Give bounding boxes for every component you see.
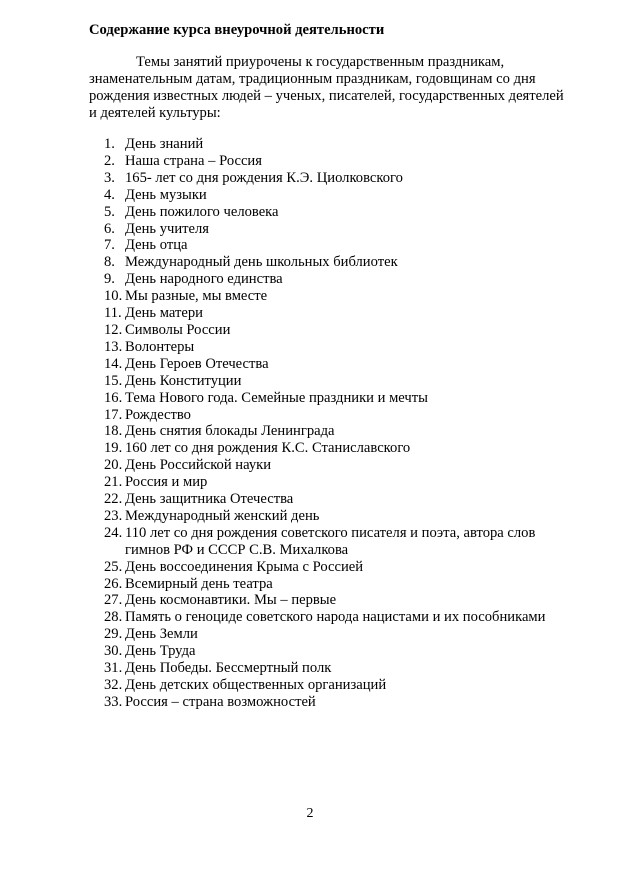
topic-text-line: День снятия блокады Ленинграда (125, 423, 335, 440)
topic-number: 9. (104, 271, 115, 288)
topic-item (89, 576, 545, 593)
topic-item (89, 237, 545, 254)
topic-number: 3. (104, 169, 115, 186)
topic-item (89, 407, 545, 424)
topic-number: 11. (104, 305, 122, 322)
topic-text (125, 373, 241, 390)
topic-item (89, 677, 545, 694)
topic-text-line: День учителя (125, 220, 210, 237)
topic-number: 27. (104, 592, 123, 609)
topic-number: 20. (104, 457, 123, 474)
topic-number: 12. (104, 321, 123, 338)
topic-text-line: Память о геноциде советского народа нацистами и их пособниками (125, 609, 546, 626)
topic-text-line: День музыки (125, 186, 207, 203)
topic-number: 10. (104, 288, 123, 305)
topic-text (125, 474, 207, 491)
topic-item (89, 221, 545, 238)
topic-text-line: Мы разные, мы вместе (125, 288, 268, 305)
topic-number: 18. (104, 423, 123, 440)
topic-text (125, 322, 230, 339)
topic-number: 1. (104, 136, 115, 152)
topic-item (89, 491, 545, 508)
topic-text-line: День Труда (125, 643, 196, 660)
topic-item (89, 660, 545, 677)
topic-text-line: Международный день школьных библиотек (125, 254, 398, 271)
topic-text (125, 356, 269, 373)
topic-item (89, 559, 545, 576)
topic-number: 15. (104, 372, 123, 389)
topic-item (89, 305, 545, 322)
topic-text (125, 423, 335, 440)
topic-number: 7. (104, 237, 115, 254)
topic-number: 32. (104, 677, 123, 693)
topic-text-line: День знаний (125, 136, 204, 152)
intro-line: Темы занятий приурочены к государственным праздникам, (136, 54, 505, 70)
topic-number: 6. (104, 220, 115, 237)
topic-item (89, 373, 545, 390)
topic-text-line: Наша страна – Россия (125, 152, 262, 169)
topic-number: 8. (104, 254, 115, 271)
topic-text (125, 271, 283, 288)
topic-text-line: День народного единства (125, 271, 283, 288)
topic-text-line: День воссоединения Крыма с Россией (125, 558, 364, 575)
topic-number: 13. (104, 338, 123, 355)
topic-item (89, 322, 545, 339)
topic-item (89, 609, 545, 626)
topic-number: 21. (104, 474, 123, 491)
topic-text-line: Волонтеры (125, 338, 195, 355)
topic-item (89, 153, 545, 170)
topic-item (89, 136, 545, 153)
topic-item (89, 626, 545, 643)
topic-item (89, 170, 545, 187)
topic-item (89, 254, 545, 271)
topic-text (125, 508, 319, 525)
topic-text (125, 288, 267, 305)
topic-text (125, 187, 207, 204)
topic-item (89, 474, 545, 491)
topic-text (125, 660, 331, 677)
topic-text-line: День космонавтики. Мы – первые (125, 592, 337, 609)
topic-number: 31. (104, 660, 123, 677)
topic-item (89, 271, 545, 288)
topic-text-line: Россия и мир (125, 474, 208, 491)
topic-text (125, 525, 535, 559)
topic-text (125, 136, 203, 153)
topic-number: 4. (104, 186, 115, 203)
topic-item (89, 288, 545, 305)
topic-item (89, 204, 545, 221)
topic-text-line: Всемирный день театра (125, 575, 273, 592)
topic-text-line: День защитника Отечества (125, 491, 294, 508)
topic-text-line: День детских общественных организаций (125, 677, 387, 693)
topic-text (125, 237, 188, 254)
topic-number: 33. (104, 693, 123, 710)
topic-text (125, 643, 195, 660)
topic-text-line: Рождество (125, 406, 191, 423)
topic-text-line: 165- лет со дня рождения К.Э. Циолковского (125, 169, 403, 186)
topic-number: 22. (104, 491, 123, 508)
topic-item (89, 643, 545, 660)
topic-text-line: Россия – страна возможностей (125, 693, 316, 710)
topic-number: 19. (104, 440, 123, 457)
topic-text-line: День Победы. Бессмертный полк (125, 660, 332, 677)
topic-text (125, 694, 316, 711)
topic-text-line: День Российской науки (125, 457, 272, 474)
topic-text-line: День матери (125, 305, 203, 322)
topic-item (89, 440, 545, 457)
intro-line: и деятелей культуры: (89, 105, 221, 121)
topic-item (89, 694, 545, 711)
topic-text (125, 677, 386, 694)
topic-text (125, 576, 273, 593)
topic-text (125, 609, 545, 626)
topic-item (89, 457, 545, 474)
topic-text-line: 160 лет со дня рождения К.С. Станиславского (125, 440, 411, 457)
topic-text (125, 407, 191, 424)
topic-number: 26. (104, 575, 123, 592)
topic-text-line: Тема Нового года. Семейные праздники и мечты (125, 389, 428, 406)
topic-item (89, 390, 545, 407)
topic-text (125, 221, 209, 238)
topic-number: 24. (104, 524, 123, 541)
topic-text-line: День отца (125, 237, 188, 254)
topic-text-line: День Земли (125, 626, 198, 643)
topics-list (89, 136, 545, 711)
topic-number: 16. (104, 389, 123, 406)
topic-text-line: Символы России (125, 321, 231, 338)
topic-number: 23. (104, 507, 123, 524)
topic-item (89, 356, 545, 373)
topic-text (125, 170, 403, 187)
topic-text-line: День пожилого человека (125, 203, 279, 220)
topic-text-line: День Конституции (125, 372, 242, 389)
topic-text (125, 254, 398, 271)
topic-text (125, 339, 194, 356)
topic-text (125, 305, 203, 322)
topic-number: 25. (104, 558, 123, 575)
topic-item (89, 339, 545, 356)
topic-item (89, 187, 545, 204)
topic-text-line: День Героев Отечества (125, 355, 269, 372)
topic-item (89, 525, 545, 559)
topic-text (125, 457, 271, 474)
topic-item (89, 592, 545, 609)
topic-text (125, 390, 428, 407)
topic-number: 5. (104, 203, 115, 220)
topic-text-line: гимнов РФ и СССР С.В. Михалкова (125, 541, 349, 558)
topic-text (125, 153, 262, 170)
topic-text (125, 204, 279, 221)
topic-text-line: Международный женский день (125, 507, 320, 524)
topic-number: 29. (104, 626, 123, 643)
topic-text (125, 491, 293, 508)
intro-line: знаменательным датам, традиционным праздникам, годовщинам со дня (89, 71, 536, 87)
topic-number: 17. (104, 406, 123, 423)
page-number: 2 (306, 806, 314, 821)
topic-number: 14. (104, 355, 123, 372)
intro-line: рождения известных людей – ученых, писателей, государственных деятелей (89, 88, 564, 104)
topic-text (125, 592, 336, 609)
topic-number: 30. (104, 643, 123, 660)
topic-text (125, 626, 198, 643)
intro-paragraph (89, 54, 569, 122)
topic-number: 28. (104, 609, 123, 626)
topic-text (125, 559, 363, 576)
topic-item (89, 423, 545, 440)
section-title: Содержание курса внеурочной деятельности (89, 22, 385, 38)
topic-text (125, 440, 410, 457)
topic-number: 2. (104, 152, 115, 169)
topic-item (89, 508, 545, 525)
topic-text-line: 110 лет со дня рождения советского писателя и поэта, автора слов (125, 524, 536, 541)
